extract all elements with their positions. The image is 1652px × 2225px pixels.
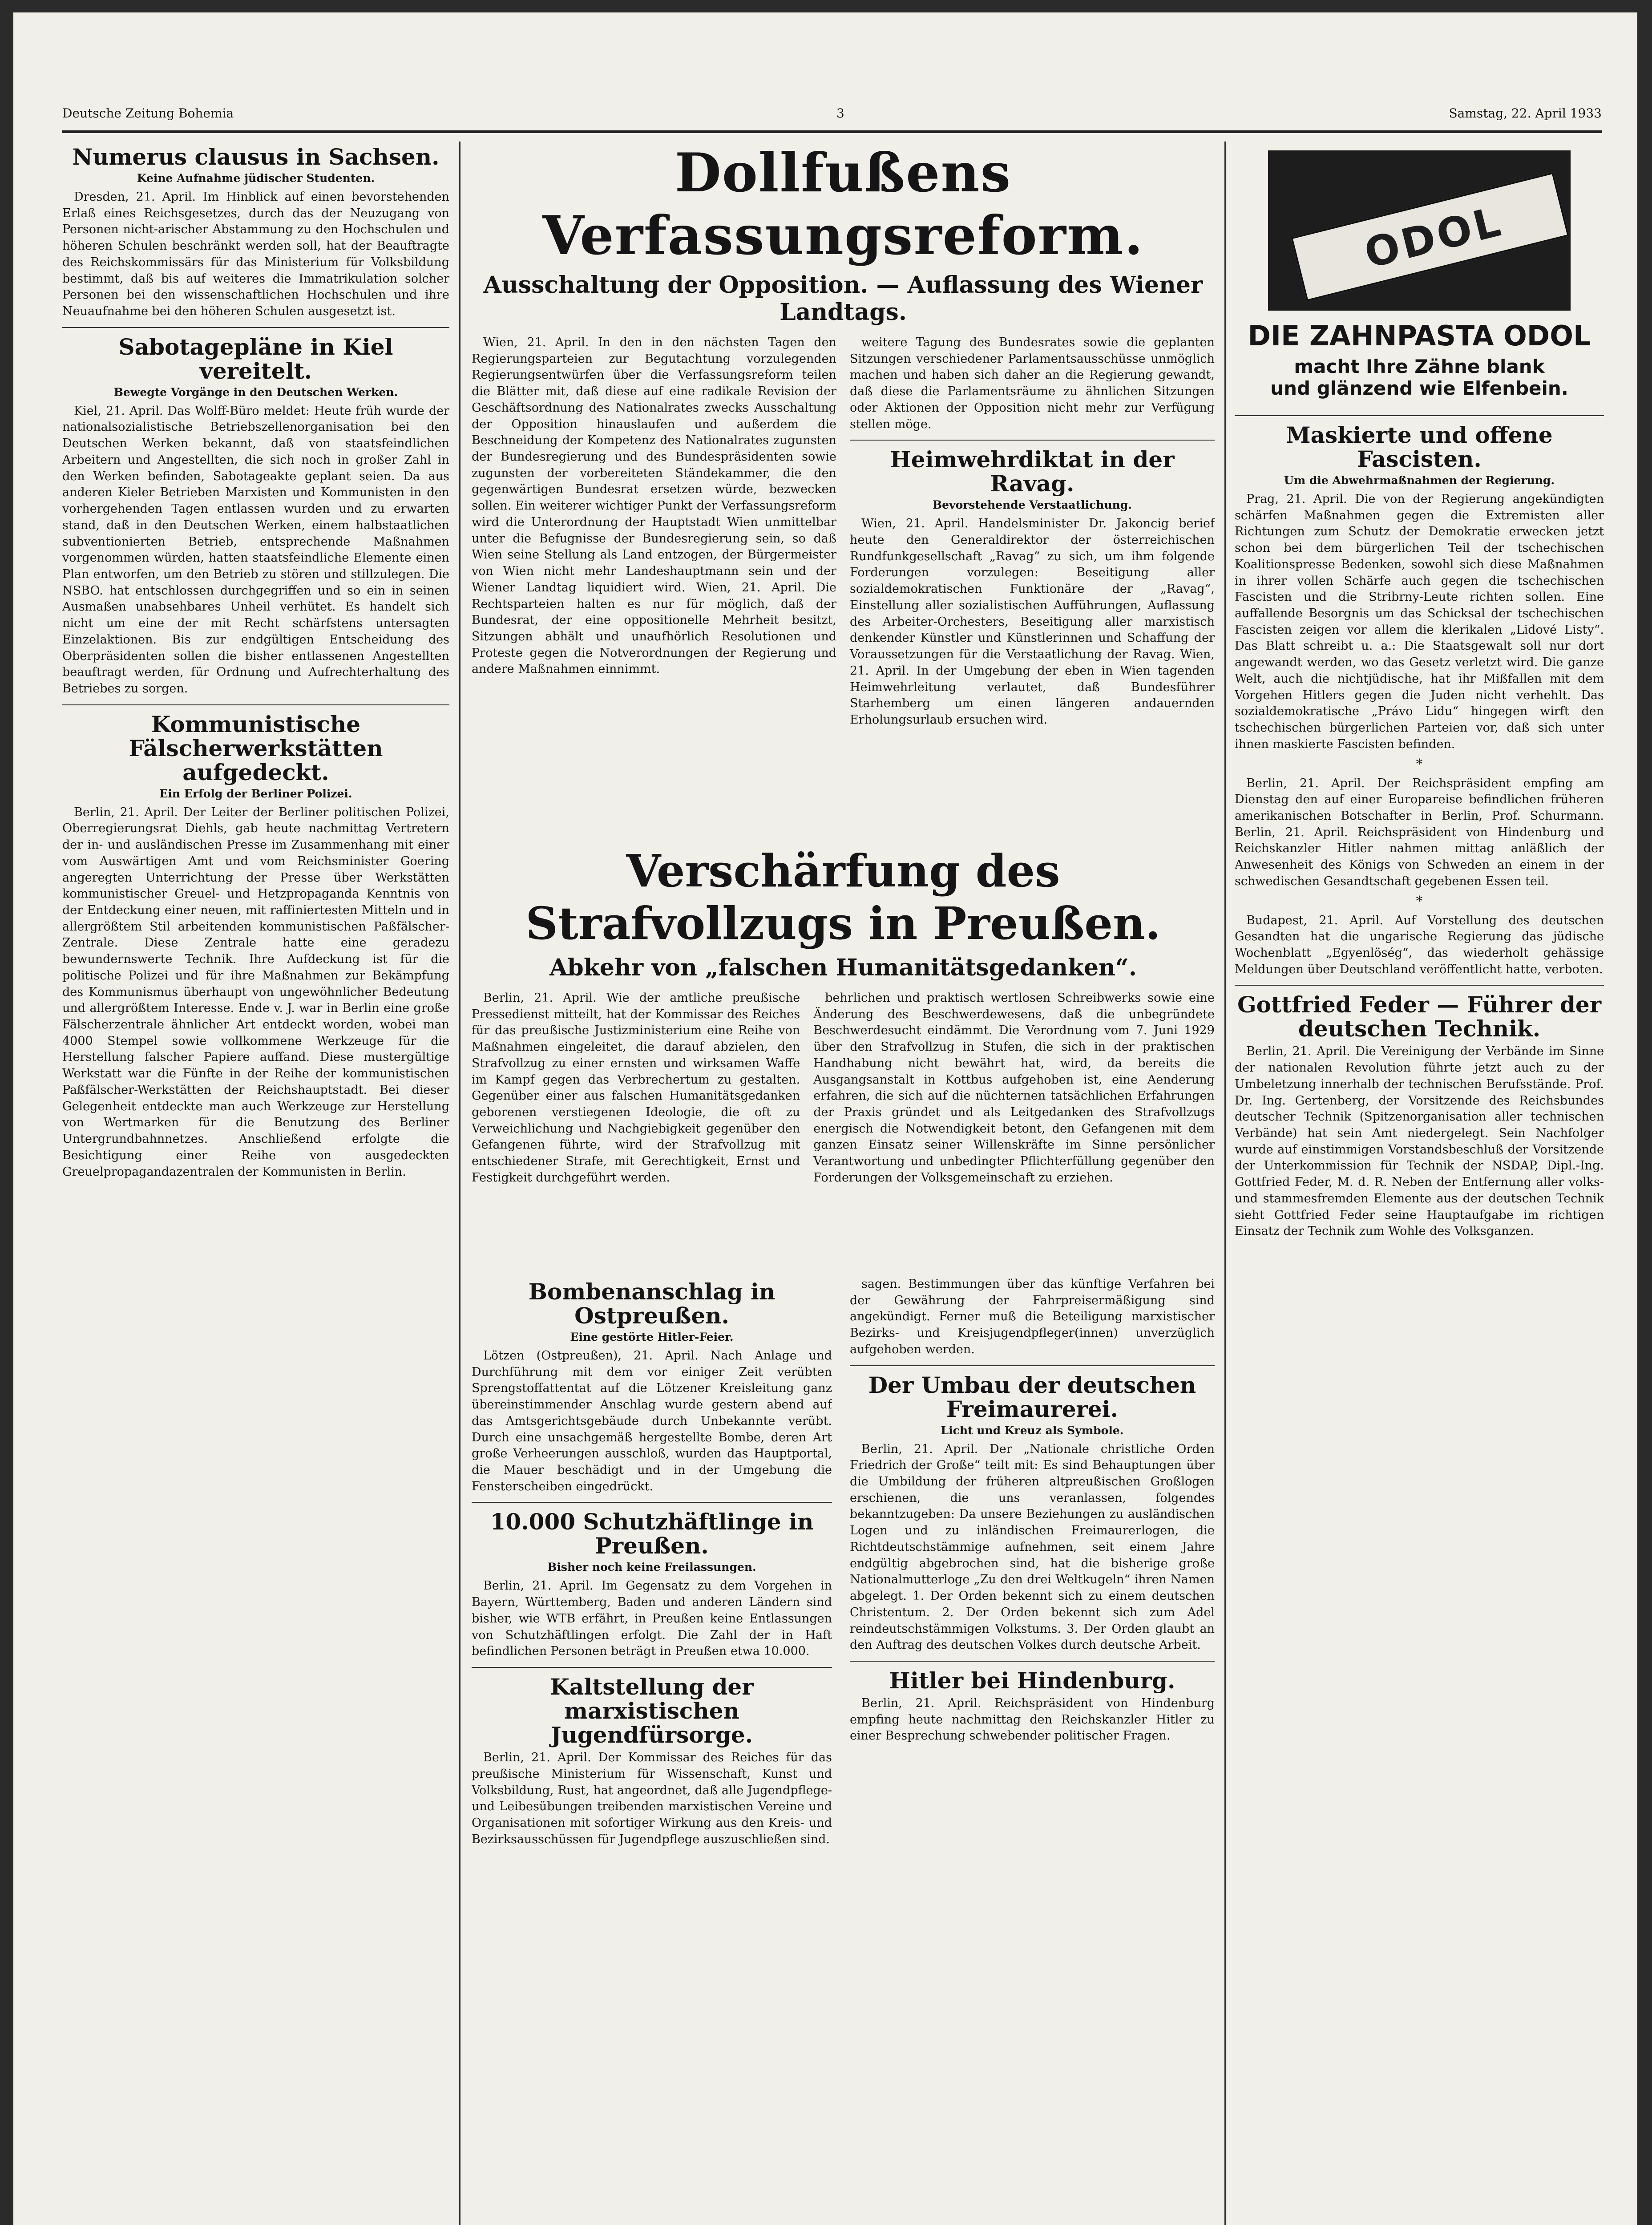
- lead-subheadline: Ausschaltung der Opposition. — Auflassung des Wiener Landtags.: [483, 271, 1203, 326]
- tube-body: [1291, 172, 1569, 302]
- article-subheadline: Um die Abwehrmaßnahmen der Regierung.: [1284, 474, 1555, 487]
- column-2-lower: [472, 1276, 832, 2225]
- page-number: 3: [836, 106, 844, 121]
- column-3-lower: [850, 1276, 1215, 2225]
- article-body: Prag, 21. April. Die von der Regierung angekündigten schärfen Maßnahmen gegen die Extremisten aller Richtungen zum Schutz der Demokratie erwecken jetzt schon bei dem bürgerlichen Teil der tschechischen Koalitionspresse Bedenken, sowohl sich diese Maßnahmen in ihrer vollen Schärfe auch gegen die tschechischen Fascisten und die Stribrny-Leute richten sollen. Eine auffallende Besorgnis um das Schicksal der tschechischen Fascisten zeigen vor allem die klerikalen „Lidové Listy“. Das Blatt schreibt u. a.: Die Staatsgewalt soll nur dort angewandt werden, wo das Gesetz verletzt wird. Die ganze Welt, auch die nichtjüdische, hat ihr Mißfallen mit dem Vorgehen Hitlers gegen die Juden nicht verhehlt. Das sozialdemokratische „Právo Lidu“ hingegen wirft den tschechischen bürgerlichen Parteien vor, daß sich unter ihnen maskierte Fascisten befinden.: [1235, 492, 1604, 751]
- newspaper-page: [13, 12, 1637, 2225]
- article-headline: Der Umbau der deutschen Freimaurerei.: [868, 1371, 1196, 1422]
- ad-tagline-2: und glänzend wie Elfenbein.: [1270, 377, 1568, 399]
- article-subheadline: Ein Erfolg der Berliner Polizei.: [159, 787, 352, 800]
- article-body: Dresden, 21. April. Im Hinblick auf einen bevorstehenden Erlaß eines Reichsgesetzes, durch das der Neuzugang von Personen nicht-arischer Abstammung zu den Hochschulen und höheren Schulen beschränkt werden soll, hat der Beauftragte des Reichskommissärs für das Ministerium für Volksbildung bestimmt, daß bis auf weiteres die Immatrikulation solcher Personen bei den wissenschaftlichen Hochschulen und ihre Neuaufnahme bei den höheren Schulen ausgesetzt ist.: [62, 190, 449, 319]
- article-body: Berlin, 21. April. Im Gegensatz zu dem Vorgehen in Bayern, Württemberg, Baden und anderen Ländern sind bisher, wie WTB erfährt, in Preußen keine Entlassungen von Schutzhäftlingen erfolgt. Die Zahl der in Haft befindlichen Personen beträgt in Preußen etwa 10.000.: [472, 1579, 832, 1659]
- column-divider: [459, 142, 460, 2225]
- page-header: [62, 101, 1602, 128]
- article-headline: Heimwehrdiktat in der Ravag.: [890, 446, 1175, 497]
- separator-star: *: [1416, 893, 1423, 909]
- divider: [850, 1365, 1215, 1366]
- divider: [472, 1667, 832, 1668]
- article-body: Berlin, 21. April. Reichspräsident von Hindenburg empfing heute nachmittag den Reichskanzler Hitler zu einer Besprechung schwebender politischer Fragen.: [850, 1696, 1215, 1743]
- article-headline: Gottfried Feder — Führer der deutschen Technik.: [1237, 991, 1602, 1042]
- issue-date: Samstag, 22. April 1933: [1449, 106, 1602, 121]
- ad-tagline-1: macht Ihre Zähne blank: [1294, 356, 1545, 377]
- article-headline: Hitler bei Hindenburg.: [889, 1667, 1175, 1694]
- article-body: Berlin, 21. April. Der Leiter der Berliner politischen Polizei, Oberregierungsrat Diehls, gab heute nachmittag Vertretern der in- und ausländischen Presse im Zusammenhang mit einer vom Auswärtigen Amt und vom Reichsminister Goering angeregten Unterrichtung der Presse über Werkstätten kommunistischer Greuel- und Hetzpropaganda Kenntnis von der Entdeckung einer neuen, mit raffiniertesten Mitteln und in allergrößtem Stil arbeitenden kommunistischen Paßfälscher-Zentrale. Diese Zentrale hatte eine geradezu bewundernswerte Technik. Ihre Aufdeckung ist für die politische Polizei und für ihre Maßnahmen zur Bekämpfung des Kommunismus überhaupt von ungewöhnlicher Bedeutung und allergrößtem Interesse. Ende v. J. war in Berlin eine große Fälscherzentrale ähnlicher Art entdeckt worden, wobei man 4000 Stempel sowie vollkommene Werkzeuge für die Herstellung falscher Papiere auffand. Diese mustergültige Werkstatt war die Fünfte in der Reihe der kommunistischen Paßfälscher-Werkstätten der Reichshauptstadt. Bei dieser Gelegenheit entdeckte man auch Werkzeuge zur Herstellung von Wertmarken für die Benutzung des Berliner Untergrundbahnnetzes. Anschließend erfolgte die Besichtigung einer Reihe von ausgedeckten Greuelpropagandazentralen der Kommunisten in Berlin.: [62, 805, 449, 1179]
- ad-headline: DIE ZAHNPASTA ODOL: [1248, 320, 1591, 352]
- article-headline: Numerus clausus in Sachsen.: [72, 144, 440, 170]
- column-1: [62, 142, 449, 2225]
- second-lead-article: [472, 845, 1215, 1272]
- article-headline: Kaltstellung der marxistischen Jugendfürsorge.: [550, 1674, 754, 1748]
- article-headline: 10.000 Schutzhäftlinge in Preußen.: [490, 1509, 814, 1559]
- article-body: Berlin, 21. April. Die Vereinigung der Verbände im Sinne der nationalen Revolution führte jetzt auch zu der Umbeletzung innerhalb der technischen Berufsstände. Prof. Dr. Ing. Gertenberg, der Vorsitzende des Reichsbundes deutscher Technik (Spitzenorganisation aller technischen Verbände) hat sein Amt niedergelegt. Sein Nachfolger wurde auf einstimmigen Vorstandsbeschluß der Vorsitzende der Unterkommission für Technik der NSDAP, Dipl.-Ing. Gottfried Feder, M. d. R. Neben der Entfernung aller volks- und stammesfremden Elemente aus der deutschen Technik sieht Gottfried Feder seine Hauptaufgabe im richtigen Einsatz der Technik zum Wohle des Volksganzen.: [1235, 1044, 1604, 1238]
- article: [62, 712, 449, 1181]
- article-headline: Sabotagepläne in Kiel vereitelt.: [118, 333, 393, 384]
- header-rule: [62, 130, 1602, 133]
- divider: [850, 440, 1215, 441]
- article-headline: Maskierte und offene Fascisten.: [1286, 422, 1553, 472]
- lead-article: [472, 142, 1215, 836]
- article-body: Berlin, 21. April. Der Kommissar des Reiches für das preußische Ministerium für Wissenschaft, Kunst und Volksbildung, Rust, hat angeordnet, daß alle Jugendpflege- und Leibesübungen treibenden marxistischen Vereine und Organisationen mit sofortiger Wirkung aus den Kreis- und Bezirksausschüssen für Jugendpflege auszuschließen sind.: [472, 1751, 832, 1846]
- article-body: Wien, 21. April. Handelsminister Dr. Jakoncig berief heute den Generaldirektor der österreichischen Rundfunkgesellschaft „Ravag“ zu sich, um ihm folgende Forderungen vorzulegen: Beseitigung aller sozialdemokratischen Funktionäre der „Ravag“, Einstellung aller sozialistischen Aufführungen, Auflassung des Arbeiter-Orchesters, Beseitigung aller marxistisch denkender Künstler und Künstlerinnen und Schaffung der Voraussetzungen für die Verstaatlichung der Ravag. Wien, 21. April. In der Umgebung der eben in Wien tagenden Heimwehrleitung verlautet, daß Bundesführer Starhemberg um einen längeren andauernden Erholungsurlaub ersuchen wird.: [850, 517, 1215, 727]
- article: [62, 335, 449, 697]
- second-lead-body-left: Berlin, 21. April. Wie der amtliche preußische Pressedienst mitteilt, hat der Kommissar des Reiches für das preußische Justizministerium eine Reihe von Maßnahmen eingeleitet, die darauf abzielen, den Strafvollzug zu einer ernsten und wirksamen Waffe im Kampf gegen das Verbrechertum zu gestalten. Gegenüber einer aus falschen Humanitätsgedanken geborenen verstiegenen Ideologie, die oft zu Verweichlichung und Nachgiebigkeit gegenüber den Gefangenen führte, wird der Strafvollzug mit entschiedener Strafe, mit Gerechtigkeit, Ernst und Festigkeit durchgeführt werden.: [472, 991, 800, 1185]
- paper-name: Deutsche Zeitung Bohemia: [62, 106, 234, 121]
- separator-star: *: [1416, 756, 1423, 772]
- divider: [472, 1502, 832, 1503]
- second-lead-headline: Verschärfung des Strafvollzugs in Preußen.: [525, 845, 1161, 950]
- column-4: [1235, 142, 1604, 2225]
- divider: [850, 1661, 1215, 1662]
- article-body: Kiel, 21. April. Das Wolff-Büro meldet: Heute früh wurde der nationalsozialistische Betriebszellenorganisation bei den Deutschen Werken bekannt, daß von staatsfeindlichen Arbeitern und Angestellten, die sich noch in großer Zahl in den Werken befinden, Sabotageakte geplant seien. Da aus anderen Kieler Betrieben Marxisten und Kommunisten in den vorhergehenden Tagen entlassen wurden und zu erwarten stand, daß in den Deutschen Werken, einem halbstaatlichen subventionierten Betrieb, entsprechende Maßnahmen vorgenommen würden, hatten staatsfeindliche Elemente einen Plan entworfen, um den Betrieb zu stören und stillzulegen. Die NSBO. hat entschlossen durchgegriffen und so ein in seinen Ausmaßen unabsehbares Unheil verhütet. Es handelt sich nicht um eine der mit Recht schärfstens untersagten Einzelaktionen. Bis zur endgültigen Entscheidung des Oberpräsidenten sollen die bisher entlassenen Angestellten beauftragt werden, für Ordnung und Aufrechterhaltung des Betriebes zu sorgen.: [62, 404, 449, 696]
- second-lead-body-right: behrlichen und praktisch wertlosen Schreibwerks sowie eine Änderung des Beschwerdewesens, daß die unbegründete Beschwerdesucht eindämmt. Die Verordnung vom 7. Juni 1929 über den Strafvollzug in Stufen, die sich in der praktischen Handhabung nicht bewährt hat, wird, da bereits die Ausgangsanstalt in Kottbus aufgehoben ist, eine Aenderung erfahren, die sich auf die nüchternen tatsächlichen Erfahrungen der Praxis gründet und als Leitgedanken des Strafvollzugs energisch die Notwendigkeit betont, den Gefangenen mit dem ganzen Einsatz seiner Willenskräfte im Sinne persönlicher Verantwortung und unbedingter Pflichterfüllung gegenüber den Forderungen der Volksgemeinschaft zu erziehen.: [813, 991, 1215, 1185]
- divider: [1235, 985, 1604, 986]
- article-headline: Bombenanschlag in Ostpreußen.: [528, 1278, 776, 1329]
- divider: [62, 327, 449, 328]
- article-subheadline: Eine gestörte Hitler-Feier.: [570, 1331, 734, 1343]
- divider: [62, 704, 449, 705]
- article-subheadline: Bevorstehende Verstaatlichung.: [933, 498, 1132, 512]
- odol-advertisement: [1235, 142, 1604, 408]
- article-subheadline: Licht und Kreuz als Symbole.: [941, 1424, 1124, 1437]
- lead-headline: Dollfußens Verfassungsreform.: [542, 142, 1144, 267]
- lead-body-right: weitere Tagung des Bundesrates sowie die geplanten Sitzungen verschiedener Parlamentsausschüsse unmöglich machen und haben sich daher an die Regierung gewandt, daß diese die Parlamentsräume zu ähnlichen Sitzungen oder Aktionen der Opposition nicht mehr zur Verfügung stellen möge.: [850, 336, 1215, 431]
- toothpaste-tube-image: [1268, 150, 1571, 311]
- odol-logo: ODOL: [1360, 197, 1508, 278]
- lead-body-left: Wien, 21. April. In den in den nächsten Tagen den Regierungsparteien zur Begutachtung vorzulegenden Regierungsentwürfen über die Verfassungsreform teilen die Blätter mit, daß diese auf eine radikale Revision der Geschäftsordnung des Nationalrates zwecks Ausschaltung der Opposition hinauslaufen und außerdem die Beschneidung der Kompetenz des Nationalrates zugunsten der Bundesregierung und des Bundespräsidenten sowie zugunsten der vorbereiteten Ständekammer, die den gegenwärtigen Bundesrat ersetzen würde, bezwecken sollen. Ein weiterer wichtiger Punkt der Verfassungsreform wird die Unterordnung der Hauptstadt Wien unmittelbar unter die Befugnisse der Bundesregierung sein, so daß Wien seine Stellung als Land entzogen, der Bürgermeister von Wien nicht mehr Landeshauptmann sein und der Wiener Landtag liquidiert wird. Wien, 21. April. Die Rechtsparteien halten es nur für möglich, daß der Bundesrat, der eine oppositionelle Mehrheit besitzt, Sitzungen abhält und unaufhörlich Resolutionen und Proteste gegen die Notverordnungen der Regierung und andere Maßnahmen einnimmt.: [472, 336, 836, 676]
- second-lead-subheadline: Abkehr von „falschen Humanitätsgedanken“.: [549, 954, 1137, 981]
- article-body: Berlin, 21. April. Der „Nationale christliche Orden Friedrich der Große“ teilt mit: Es sind Behauptungen über die Umbildung der früheren altpreußischen Großlogen erschienen, die uns veranlassen, folgendes bekanntzugeben: Da unsere Beziehungen zu ausländischen Logen und zu inländischen Freimaurerlogen, die Richtdeutschstämmige aufnehmen, seit einem Jahre endgültig abgebrochen sind, hat die bisherige große Nationalmutterloge „Zu den drei Weltkugeln“ ihren Namen abgelegt. 1. Der Orden bekennt sich zu einem deutschen Christentum. 2. Der Orden bekennt sich zum Adel reindeutschstämmigen Volkstums. 3. Der Orden glaubt an den Auftrag des deutschen Volkes durch deutsche Arbeit.: [850, 1442, 1215, 1652]
- article-body: sagen. Bestimmungen über das künftige Verfahren bei der Gewährung der Fahrpreisermäßigung sind angekündigt. Ferner muß die Beteiligung marxistischer Bezirks- und Kreisjugendpfleger(innen) unverzüglich aufgehoben werden.: [850, 1277, 1215, 1356]
- article-body: Berlin, 21. April. Der Reichspräsident empfing am Dienstag den auf einer Europareise befindlichen früheren amerikanischen Botschafter in Berlin, Prof. Schurmann. Berlin, 21. April. Reichspräsident von Hindenburg und Reichskanzler Hitler nahmen mittag anläßlich der Anwesenheit des Königs von Schweden an einem in der schwedischen Gesandtschaft gegebenen Essen teil.: [1235, 776, 1604, 888]
- article-body: Lötzen (Ostpreußen), 21. April. Nach Anlage und Durchführung mit dem vor einiger Zeit verübten Sprengstoffattentat auf die Lötzener Kreisleitung ganz übereinstimmender Anschlag wurde gestern abend auf das Amtsgerichtsgebäude durch Unbekannte verübt. Durch eine unsachgemäß hergestellte Bombe, deren Art große Verheerungen ausschloß, wurden das Hauptportal, die Mauer beschädigt und in der Umgebung die Fensterscheiben eingedrückt.: [472, 1349, 832, 1493]
- article-body: Budapest, 21. April. Auf Vorstellung des deutschen Gesandten hat die ungarische Regierung das jüdische Wochenblatt „Egyenlöség“, das wiederholt gehässige Meldungen über Deutschland veröffentlicht hatte, verboten.: [1235, 913, 1604, 976]
- article: [62, 145, 449, 320]
- article-subheadline: Bisher noch keine Freilassungen.: [547, 1561, 756, 1574]
- column-divider: [1224, 142, 1226, 2225]
- article-subheadline: Keine Aufnahme jüdischer Studenten.: [137, 172, 375, 185]
- article-headline: Kommunistische Fälscherwerkstätten aufgedeckt.: [129, 711, 383, 785]
- article-subheadline: Bewegte Vorgänge in den Deutschen Werken.: [113, 385, 398, 399]
- divider: [1235, 415, 1604, 416]
